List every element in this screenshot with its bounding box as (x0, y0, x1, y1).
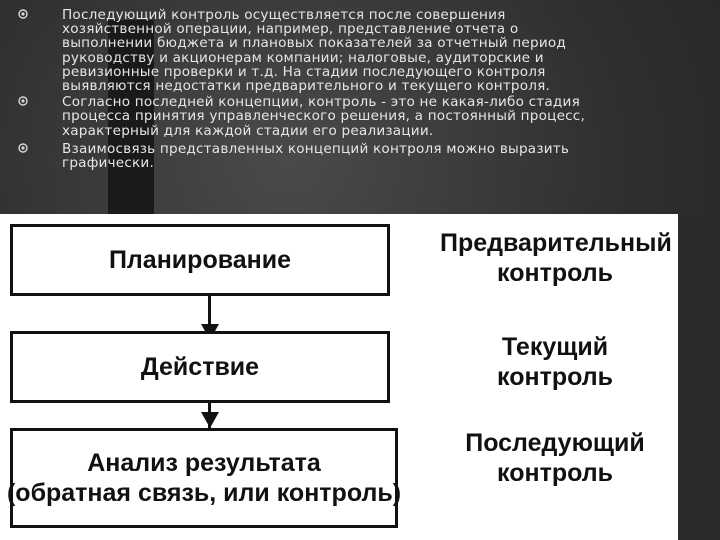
control-type-label: Последующий (465, 429, 645, 457)
circle-bullet-icon (18, 143, 28, 153)
control-concept-diagram (0, 214, 678, 540)
bullet-line: Взаимосвязь представленных концепций контроля можно выразить (62, 140, 570, 157)
arrow-down-icon (201, 412, 219, 428)
bullet-item-relationship (18, 142, 708, 170)
stage-label: Анализ результата (87, 449, 321, 477)
bullet-item-subsequent-control (18, 8, 708, 93)
stage-box-action (10, 331, 390, 403)
bullet-line: Последующий контроль осуществляется после совершения (62, 7, 506, 23)
bullet-line: выполнении бюджета и плановых показателей за отчетный период (62, 35, 566, 52)
bullet-line: характерный для каждой стадии его реализации. (62, 122, 434, 139)
bullet-line: графически. (62, 155, 154, 172)
control-type-label: контроль (497, 459, 613, 487)
stage-box-result-analysis (6, 428, 402, 528)
control-type-preliminary (440, 228, 670, 288)
bullet-line: выявляются недостатки предварительного и текущего контроля. (62, 78, 551, 95)
bullet-line: руководству и акционерам компании; налоговые, аудиторские и (62, 49, 544, 66)
stage-label: Действие (140, 353, 260, 381)
bullet-item-latest-concept (18, 95, 708, 138)
stage-label: (обратная связь, или контроль) (6, 479, 402, 507)
bullet-list (18, 8, 708, 171)
circle-bullet-icon (18, 96, 28, 106)
bullet-line: Согласно последней концепции, контроль - это не какая-либо стадия (62, 94, 580, 111)
control-type-current (440, 332, 670, 392)
bullet-line: процесса принятия управленческого решения, а постоянный процесс, (62, 108, 585, 125)
stage-label: Планирование (108, 246, 292, 274)
control-type-label: Предварительный (440, 229, 672, 257)
bullet-line: ревизионные проверки и т.д. На стадии последующего контроля (62, 63, 546, 80)
control-type-label: контроль (497, 363, 613, 391)
bullet-line: хозяйственной операции, например, представление отчета о (62, 21, 519, 38)
arrow-line (208, 296, 211, 326)
control-type-label: контроль (497, 259, 613, 287)
decorative-right-stripe (678, 214, 720, 540)
control-type-subsequent (440, 428, 670, 488)
control-type-label: Текущий (501, 333, 609, 361)
circle-bullet-icon (18, 9, 28, 19)
stage-box-planning (10, 224, 390, 296)
